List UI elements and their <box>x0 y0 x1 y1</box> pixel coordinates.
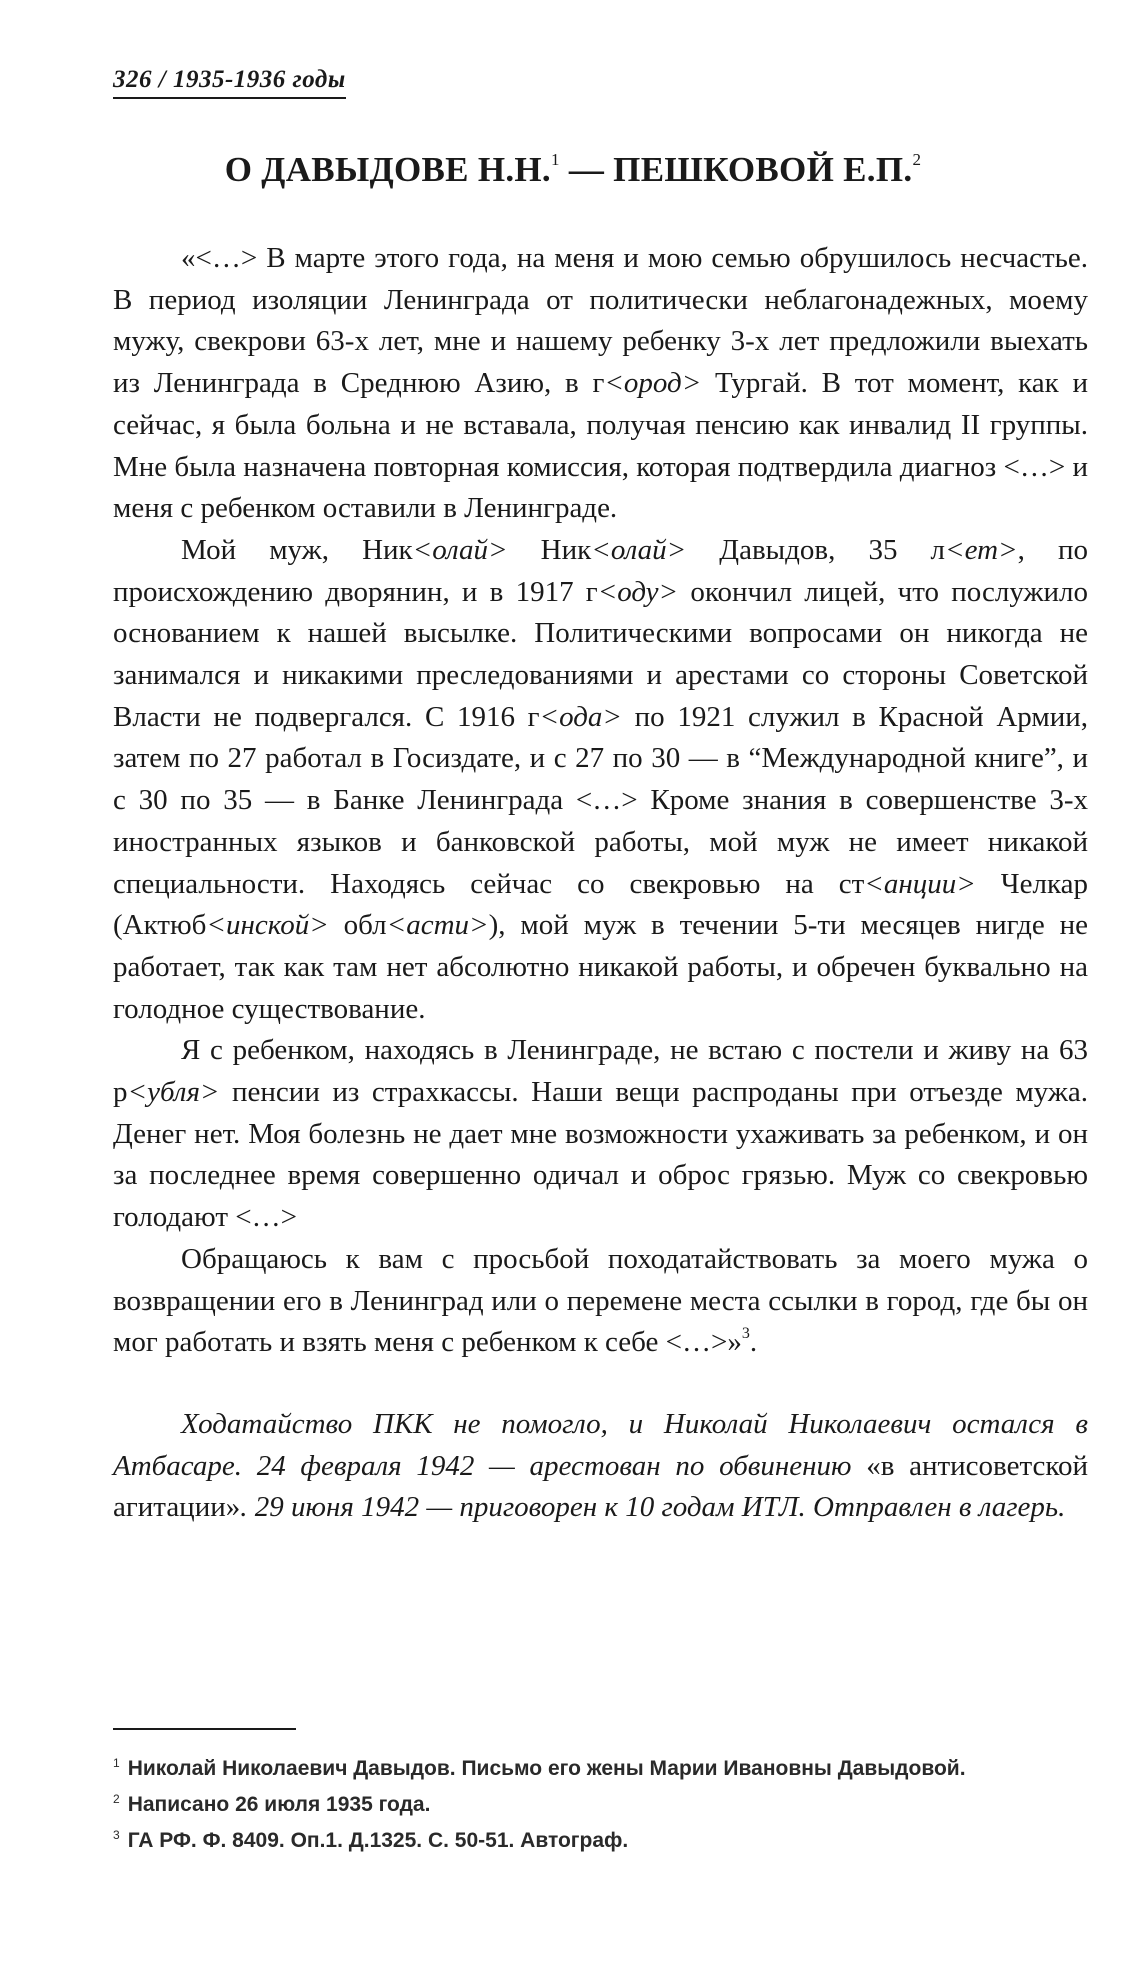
footnote-number: 3 <box>113 1828 120 1842</box>
footnote-3 <box>113 1820 1073 1856</box>
editorial-insert: <олай> <box>591 533 687 566</box>
text-run: Давыдов, 35 л <box>686 533 946 566</box>
quoted-charge: «в антисоветской агитации» <box>113 1449 1088 1524</box>
text-run: Обращаюсь к вам с просьбой походатайствовать за моего мужа о возвращении его в Ленинград или о перемене места ссылки в город, где бы он мог работать и взять меня с ребенком к себе <…>» <box>113 1242 1088 1359</box>
article-body <box>113 238 1088 1529</box>
editorial-insert: <ород> <box>604 367 702 400</box>
page-title <box>113 150 1033 190</box>
text-run: Я с ребенком, находясь в Ленинграде, не встаю с постели и живу на 63 р <box>113 1034 1088 1109</box>
text-run: Ник <box>507 533 592 566</box>
footnote-ref-3: 3 <box>741 1325 750 1343</box>
text-run: по 1921 служил в Красной Армии, затем по 27 работал в Госиздате, и с 27 по 30 — в “Международной книге”, и с 30 по 35 — в Банке Ленинграда <…> Кроме знания в совершенстве 3-х иностранных языков и банковской работы, мой муж не имеет никакой специальности. Находясь сейчас со свекровью на ст <box>113 700 1088 900</box>
editorial-insert: <убля> <box>127 1076 220 1109</box>
editorial-insert: <ет> <box>945 533 1018 566</box>
text-run: окончил лицей, что послужило основанием к нашей высылке. Политическими вопросами он никогда не занимался и никакими преследованиями и арестами со стороны Советской Власти не подвергался. С 1916 г <box>113 575 1088 733</box>
text-run: Челкар (Актюб <box>113 867 1088 942</box>
footnote-text: Николай Николаевич Давыдов. Письмо его жены Марии Ивановны Давыдовой. <box>127 1757 966 1780</box>
footnotes <box>113 1748 1073 1856</box>
text-run: Ходатайство ПКК не помогло, и Николай Николаевич остался в Атбасаре. 24 февраля 1942 — арестован по обвинению <box>113 1407 1088 1482</box>
text-run: Мой муж, Ник <box>181 533 413 566</box>
footnote-1 <box>113 1748 1073 1784</box>
text-run: . 29 июня 1942 — приговорен к 10 годам ИТЛ. Отправлен в лагерь. <box>240 1491 1066 1524</box>
paragraph-3 <box>113 1030 1088 1239</box>
editorial-commentary <box>113 1404 1088 1529</box>
title-text: О ДАВЫДОВЕ Н.Н. <box>224 150 551 189</box>
text-run: обл <box>328 909 387 942</box>
editorial-insert: <ода> <box>539 700 622 733</box>
editorial-insert: <инской> <box>206 909 329 942</box>
editorial-insert: <оду> <box>597 575 679 608</box>
footnote-number: 2 <box>113 1792 120 1806</box>
footnote-text: ГА РФ. Ф. 8409. Оп.1. Д.1325. С. 50-51. Автограф. <box>127 1829 629 1852</box>
editorial-insert: <анции> <box>864 867 976 900</box>
text-run: «<…> В марте этого года, на меня и мою семью обрушилось несчастье. В период изоляции Ленинграда от политически неблагонадежных, моему мужу, свекрови 63-х лет, мне и нашему ребенку 3-х лет предложили выехать из Ленинграда в Среднюю Азию, в г <box>113 242 1088 400</box>
text-run: , по происхождению дворянин, и в 1917 г <box>113 533 1089 608</box>
running-head: 326 / 1935-1936 годы <box>113 66 346 99</box>
footnote-divider <box>113 1728 296 1730</box>
editorial-insert: <олай> <box>412 533 508 566</box>
text-run: Тургай. В тот момент, как и сейчас, я была больна и не вставала, получая пенсию как инвалид II группы. Мне была назначена повторная комиссия, которая подтвердила диагноз <…> и меня с ребенком оставили в Ленинграде. <box>113 367 1088 525</box>
paragraph-4 <box>113 1239 1088 1364</box>
text-run: . <box>749 1326 758 1359</box>
paragraph-2 <box>113 530 1088 1030</box>
text-run: ), мой муж в течении 5-ти месяцев нигде не работает, так как там нет абсолютно никакой работы, и обречен буквально на голодное существование. <box>113 909 1088 1025</box>
footnote-number: 1 <box>113 1756 120 1770</box>
paragraph-1 <box>113 238 1088 530</box>
footnote-ref-1: 1 <box>550 150 560 169</box>
text-run: пенсии из страхкассы. Наши вещи распроданы при отъезде мужа. Денег нет. Моя болезнь не дает мне возможности ухаживать за ребенком, и он за последнее время совершенно одичал и оброс грязью. Муж со свекровью голодают <…> <box>113 1076 1088 1234</box>
footnote-text: Написано 26 июля 1935 года. <box>127 1793 431 1816</box>
footnote-ref-2: 2 <box>912 150 922 169</box>
footnote-2 <box>113 1784 1073 1820</box>
title-dash-text: — ПЕШКОВОЙ Е.П. <box>559 150 913 189</box>
editorial-insert: <асти> <box>386 909 489 942</box>
